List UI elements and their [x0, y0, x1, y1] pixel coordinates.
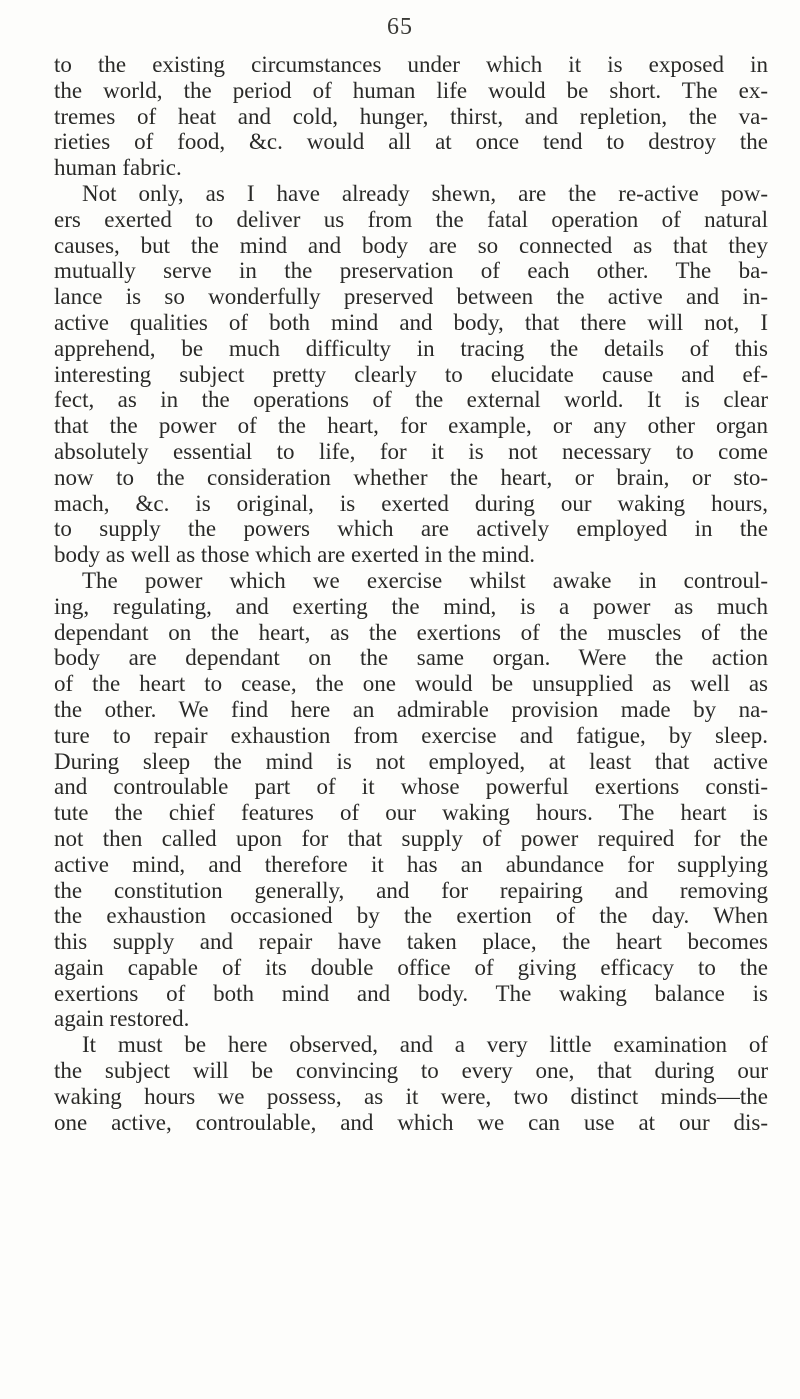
- text-line: mach, &c. is original, is exerted during our waking hours,: [54, 490, 768, 516]
- text-line: body are dependant on the same organ. Were the action: [54, 645, 768, 671]
- text-line: active mind, and therefore it has an abundance for supplying: [54, 851, 768, 877]
- text-line: the world, the period of human life would be short. The ex-: [54, 77, 768, 103]
- body-text: [54, 52, 768, 1135]
- text-line: and controulable part of it whose powerful exertions consti-: [54, 774, 768, 800]
- page-number: 65: [387, 14, 413, 40]
- text-line: active qualities of both mind and body, that there will not, I: [54, 309, 768, 335]
- text-line: apprehend, be much difficulty in tracing the details of this: [54, 335, 768, 361]
- text-line: exertions of both mind and body. The waking balance is: [54, 980, 768, 1006]
- text-line: ers exerted to deliver us from the fatal operation of natural: [54, 206, 768, 232]
- text-line: this supply and repair have taken place, the heart becomes: [54, 929, 768, 955]
- text-line: Not only, as I have already shewn, are the re-active pow-: [82, 180, 768, 206]
- text-line: fect, as in the operations of the external world. It is clear: [54, 387, 768, 413]
- text-line: not then called upon for that supply of power required for the: [54, 825, 768, 851]
- text-line: dependant on the heart, as the exertions of the muscles of the: [54, 619, 768, 645]
- text-line: body as well as those which are exerted in the mind.: [54, 542, 535, 568]
- text-line: mutually serve in the preservation of each other. The ba-: [54, 258, 768, 284]
- text-line: tremes of heat and cold, hunger, thirst, and repletion, the va-: [54, 103, 768, 129]
- text-line: one active, controulable, and which we can use at our dis-: [54, 1109, 768, 1135]
- text-line: lance is so wonderfully preserved between the active and in-: [54, 284, 768, 310]
- text-line: the other. We find here an admirable provision made by na-: [54, 696, 768, 722]
- text-line: rieties of food, &c. would all at once tend to destroy the: [54, 129, 768, 155]
- text-line: the constitution generally, and for repairing and removing: [54, 877, 768, 903]
- text-line: again capable of its double office of giving efficacy to the: [54, 954, 768, 980]
- text-line: human fabric.: [54, 155, 182, 181]
- text-line: the subject will be convincing to every one, that during our: [54, 1058, 768, 1084]
- text-line: now to the consideration whether the heart, or brain, or sto-: [54, 464, 768, 490]
- text-line: interesting subject pretty clearly to elucidate cause and ef-: [54, 361, 768, 387]
- text-line: that the power of the heart, for example, or any other organ: [54, 413, 768, 439]
- text-line: absolutely essential to life, for it is not necessary to come: [54, 438, 768, 464]
- text-line: causes, but the mind and body are so connected as that they: [54, 232, 768, 258]
- text-line: to supply the powers which are actively employed in the: [54, 516, 768, 542]
- text-line: ture to repair exhaustion from exercise and fatigue, by sleep.: [54, 722, 768, 748]
- text-line: The power which we exercise whilst awake in controul-: [82, 567, 768, 593]
- text-line: of the heart to cease, the one would be unsupplied as well as: [54, 671, 768, 697]
- text-line: to the existing circumstances under which it is exposed in: [54, 52, 768, 77]
- text-line: the exhaustion occasioned by the exertion of the day. When: [54, 903, 768, 929]
- text-line: ing, regulating, and exerting the mind, is a power as much: [54, 593, 768, 619]
- text-line: It must be here observed, and a very little examination of: [82, 1032, 768, 1058]
- text-line: During sleep the mind is not employed, at least that active: [54, 748, 768, 774]
- text-line: tute the chief features of our waking hours. The heart is: [54, 800, 768, 826]
- text-line: again restored.: [54, 1006, 190, 1032]
- text-line: waking hours we possess, as it were, two distinct minds—the: [54, 1083, 768, 1109]
